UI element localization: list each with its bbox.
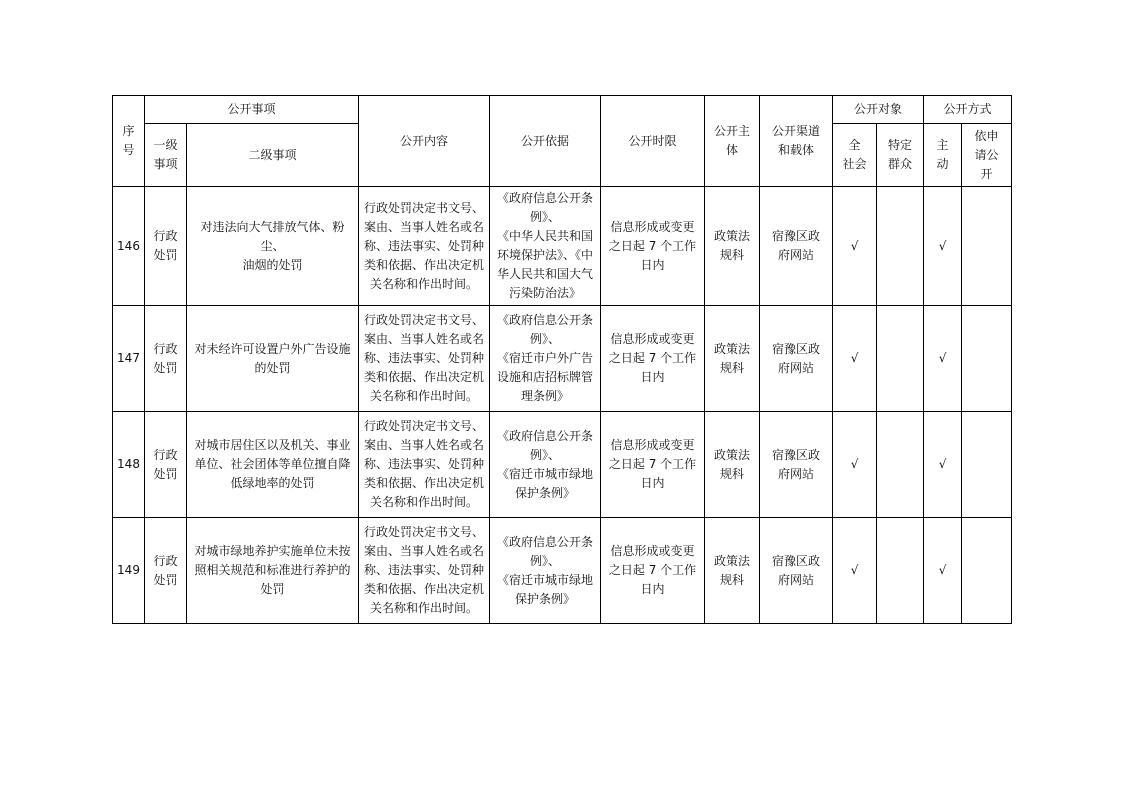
table-row [113, 306, 1012, 412]
active-check: √ [924, 412, 962, 518]
disclosure-basis: 《政府信息公开条 例》、 《宿迁市城市绿地 保护条例》 [490, 412, 601, 518]
disclosure-subject: 政策法 规科 [705, 518, 760, 624]
header-by-request: 依申 请公 开 [962, 124, 1012, 187]
all-society-check: √ [833, 187, 877, 306]
by-request-check [962, 518, 1012, 624]
disclosure-content: 行政处罚决定书文号、 案由、当事人姓名或名 称、违法事实、处罚种 类和依据、作出决定机 关名称和作出时间。 [359, 412, 490, 518]
table-row [113, 187, 1012, 306]
header-specific: 特定 群众 [877, 124, 924, 187]
active-check: √ [924, 306, 962, 412]
header-basis: 公开依据 [490, 96, 601, 187]
disclosure-channel: 宿豫区政 府网站 [760, 306, 833, 412]
level2-item: 对城市居住区以及机关、事业 单位、社会团体等单位擅自降 低绿地率的处罚 [187, 412, 359, 518]
active-check: √ [924, 518, 962, 624]
disclosure-basis: 《政府信息公开条例》、 《宿迁市城市绿地 保护条例》 [490, 518, 601, 624]
header-subject: 公开主 体 [705, 96, 760, 187]
disclosure-content: 行政处罚决定书文号、 案由、当事人姓名或名 称、违法事实、处罚种 类和依据、作出决定机 关名称和作出时间。 [359, 518, 490, 624]
all-society-check: √ [833, 306, 877, 412]
disclosure-subject: 政策法 规科 [705, 306, 760, 412]
disclosure-channel: 宿豫区政 府网站 [760, 412, 833, 518]
by-request-check [962, 187, 1012, 306]
all-society-check: √ [833, 412, 877, 518]
time-limit: 信息形成或变更 之日起 7 个工作 日内 [601, 518, 705, 624]
header-seq: 序 号 [113, 96, 145, 187]
level2-item: 对未经许可设置户外广告设施 的处罚 [187, 306, 359, 412]
by-request-check [962, 412, 1012, 518]
header-target: 公开对象 [833, 96, 924, 124]
level1-item: 行政 处罚 [145, 306, 187, 412]
level1-item: 行政 处罚 [145, 518, 187, 624]
time-limit: 信息形成或变更 之日起 7 个工作 日内 [601, 187, 705, 306]
all-society-check: √ [833, 518, 877, 624]
header-level2: 二级事项 [187, 124, 359, 187]
specific-check [877, 518, 924, 624]
row-number: 148 [113, 412, 145, 518]
specific-check [877, 306, 924, 412]
header-active: 主 动 [924, 124, 962, 187]
disclosure-table [112, 95, 1012, 624]
header-channel: 公开渠道 和载体 [760, 96, 833, 187]
time-limit: 信息形成或变更 之日起 7 个工作 日内 [601, 412, 705, 518]
header-content: 公开内容 [359, 96, 490, 187]
table-row [113, 518, 1012, 624]
active-check: √ [924, 187, 962, 306]
row-number: 149 [113, 518, 145, 624]
disclosure-content: 行政处罚决定书文号、 案由、当事人姓名或名 称、违法事实、处罚种 类和依据、作出决定机 关名称和作出时间。 [359, 187, 490, 306]
level1-item: 行政 处罚 [145, 412, 187, 518]
header-all-society: 全 社会 [833, 124, 877, 187]
specific-check [877, 187, 924, 306]
row-number: 146 [113, 187, 145, 306]
level1-item: 行政 处罚 [145, 187, 187, 306]
header-level1: 一级 事项 [145, 124, 187, 187]
specific-check [877, 412, 924, 518]
by-request-check [962, 306, 1012, 412]
disclosure-content: 行政处罚决定书文号、 案由、当事人姓名或名 称、违法事实、处罚种 类和依据、作出决定机 关名称和作出时间。 [359, 306, 490, 412]
disclosure-basis: 《政府信息公开条 例》、 《宿迁市户外广告 设施和店招标牌管 理条例》 [490, 306, 601, 412]
time-limit: 信息形成或变更 之日起 7 个工作 日内 [601, 306, 705, 412]
header-method: 公开方式 [924, 96, 1012, 124]
header-items: 公开事项 [145, 96, 359, 124]
disclosure-channel: 宿豫区政 府网站 [760, 187, 833, 306]
disclosure-subject: 政策法 规科 [705, 187, 760, 306]
header-time-limit: 公开时限 [601, 96, 705, 187]
level2-item: 对违法向大气排放气体、粉尘、 油烟的处罚 [187, 187, 359, 306]
row-number: 147 [113, 306, 145, 412]
level2-item: 对城市绿地养护实施单位未按 照相关规范和标准进行养护的 处罚 [187, 518, 359, 624]
disclosure-subject: 政策法 规科 [705, 412, 760, 518]
disclosure-channel: 宿豫区政 府网站 [760, 518, 833, 624]
disclosure-basis: 《政府信息公开条 例》、 《中华人民共和国 环境保护法》、《中 华人民共和国大气 污染防治法》 [490, 187, 601, 306]
table-row [113, 412, 1012, 518]
